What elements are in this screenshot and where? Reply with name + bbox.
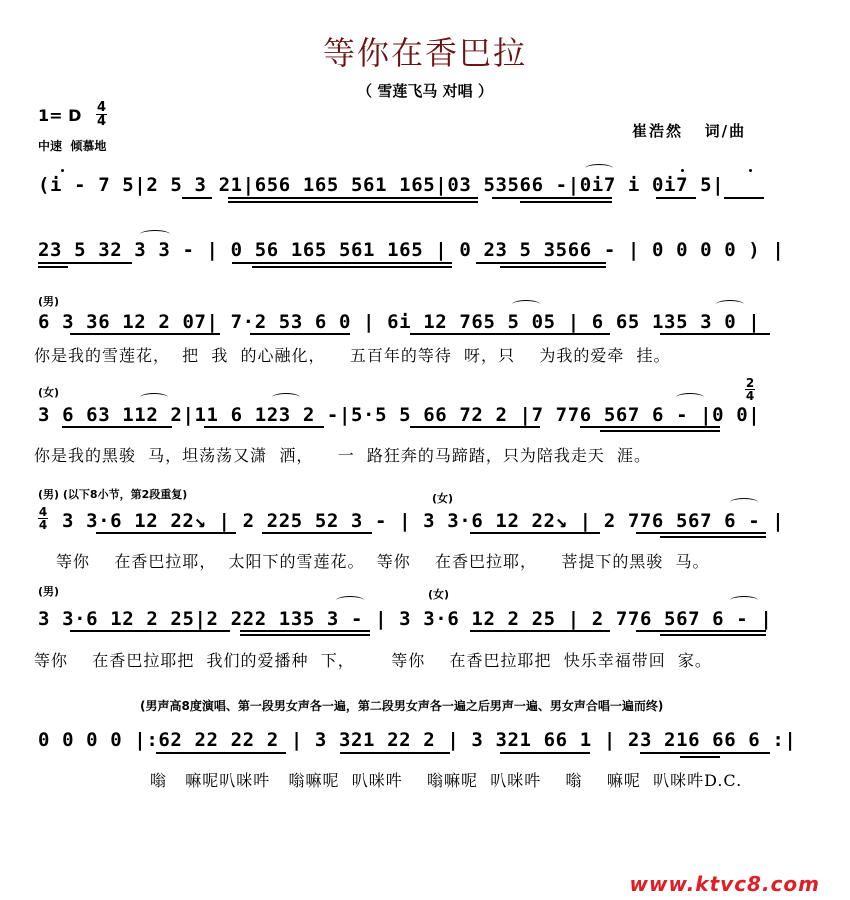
beam (410, 333, 610, 335)
beam (252, 266, 452, 268)
tie (585, 164, 613, 173)
beam (660, 536, 766, 538)
beam (640, 752, 770, 754)
site-watermark: www.ktvc8.com (629, 872, 820, 896)
tie (140, 230, 170, 239)
female-part-tag: (女) (38, 386, 60, 399)
beam (636, 532, 766, 534)
octave-dot (749, 169, 752, 172)
male-verse-notes: 6 3 36 12 2 07| 7·2 53 6 0 | 6i 12 765 5 05 | 6 65 135 3 0 | (38, 311, 761, 333)
beam (680, 756, 720, 758)
beam (228, 201, 478, 203)
beam (476, 262, 606, 264)
beam (470, 532, 600, 534)
male-part-tag: (男) (38, 295, 60, 308)
beam (340, 752, 450, 754)
chorus-notes-1: 3 3·6 12 22↘ | 2 225 52 3 - | 3 3·6 12 22↘ | 2 776 567 6 - | (62, 510, 785, 532)
beam (228, 197, 478, 199)
beam (70, 630, 230, 632)
time-signature (96, 101, 107, 128)
beam (232, 262, 452, 264)
meter-change-2-4 (745, 377, 755, 402)
beam (240, 630, 370, 632)
intro-line-2: 23 5 32 3 3 - | 0 56 165 561 165 | 0 23 5 3566 - | 0 0 0 0 ) | (38, 239, 785, 261)
tie (336, 596, 364, 605)
score-title: 等你在香巴拉 (322, 34, 527, 72)
beam (38, 262, 132, 264)
tie (140, 393, 168, 402)
beam (70, 333, 220, 335)
time-signature-bottom: 4 (96, 114, 107, 129)
male-part-tag-2: (男) (38, 585, 60, 598)
beam (204, 426, 324, 428)
octave-dot (61, 169, 64, 172)
chorus-repeat-tag: (男) (以下8小节，第2段重复) (38, 488, 188, 501)
beam (262, 532, 372, 534)
tie (730, 596, 758, 605)
beam (182, 197, 212, 199)
score-subtitle: （ 雪莲飞马 对唱 ） (357, 82, 493, 100)
female-verse-lyrics: 你是我的黑骏 马，坦荡荡又潇 洒， 一 路狂奔的马蹄踏，只为陪我走天 涯。 (34, 446, 652, 465)
composer-credit: 崔浩然 词/曲 (632, 122, 747, 140)
tie (730, 498, 758, 507)
male-verse-lyrics: 你是我的雪莲花， 把 我 的心融化， 五百年的等待 呀，只 为我的爱牵 挂。 (34, 346, 671, 365)
female-verse-notes: 3 6 63 112 2|11 6 123 2 -|5·5 5 66 72 2 |7 776 567 6 - |0 0| (38, 404, 761, 426)
beam (410, 426, 540, 428)
coda-lyrics: 嗡 嘛呢叭咪吽 嗡嘛呢 叭咪吽 嗡嘛呢 叭咪吽 嗡 嘛呢 叭咪吽D.C. (150, 771, 743, 790)
chorus-time-signature (38, 506, 48, 531)
beam (724, 197, 764, 199)
female-part-tag-2: (女) (428, 588, 450, 601)
chorus-notes-2: 3 3·6 12 2 25|2 222 135 3 - | 3 3·6 12 2 25 | 2 776 567 6 - | (38, 608, 773, 630)
tie (716, 300, 744, 309)
beam (470, 630, 610, 632)
beam (62, 426, 172, 428)
tie (272, 393, 300, 402)
chorus-lyrics-2: 等你 在香巴拉耶把 我们的爱播种 下， 等你 在香巴拉耶把 快乐幸福带回 家。 (34, 651, 712, 670)
beam (96, 532, 236, 534)
tie (676, 393, 704, 402)
beam (250, 333, 350, 335)
intro-line-1: (i - 7 5|2 5 3 21|656 165 561 165|03 53566 -|0i7 i 0i7 5| (38, 174, 725, 196)
chorus-lyrics-1: 等你 在香巴拉耶， 太阳下的雪莲花。 等你 在香巴拉耶， 菩提下的黑骏 马。 (56, 552, 710, 571)
beam (240, 634, 370, 636)
tie (512, 300, 540, 309)
beam (500, 752, 590, 754)
chorus-sig-top: 4 (38, 505, 48, 519)
meter-change-top: 2 (745, 376, 755, 390)
key-signature: 1= D (38, 106, 82, 125)
beam (636, 630, 766, 632)
beam (492, 197, 612, 199)
beam (500, 266, 606, 268)
beam (600, 430, 720, 432)
beam (156, 752, 286, 754)
coda-notes: 0 0 0 0 |:62 22 22 2 | 3 321 22 2 | 3 321 66 1 | 23 216 66 6 :| (38, 729, 797, 751)
beam (38, 266, 68, 268)
time-signature-top: 4 (96, 100, 107, 115)
beam (660, 333, 770, 335)
chorus-sig-bottom: 4 (38, 518, 48, 532)
performance-note: (男声高8度演唱、第一段男女声各一遍，第二段男女声各一遍之后男声一遍、男女声合唱一遍而终) (140, 699, 664, 713)
beam (520, 201, 612, 203)
beam (660, 634, 766, 636)
beam (580, 426, 720, 428)
octave-dot (681, 169, 684, 172)
chorus-female-tag: (女) (432, 492, 454, 505)
beam (656, 197, 696, 199)
tempo-marking: 中速 倾慕地 (38, 139, 107, 153)
meter-change-bottom: 4 (745, 389, 755, 403)
